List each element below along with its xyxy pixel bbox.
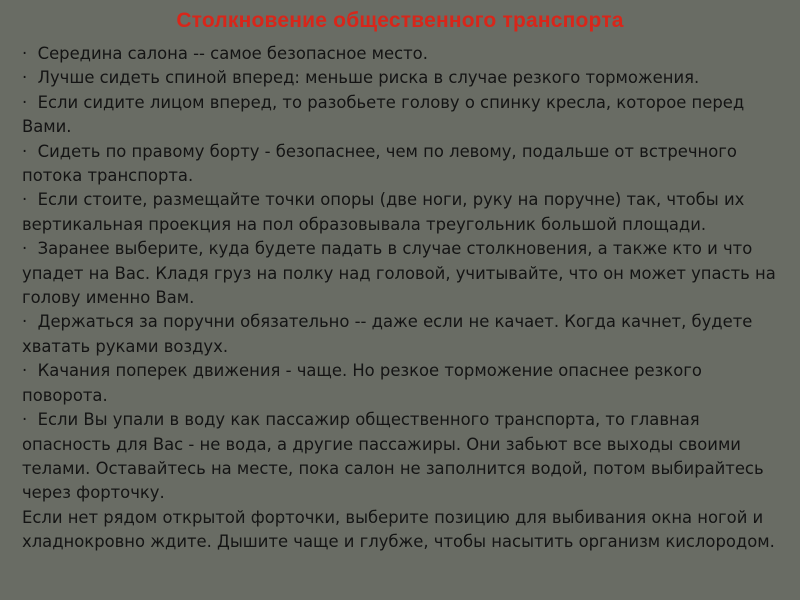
bullet-marker: · bbox=[22, 239, 28, 259]
bullet-marker: · bbox=[22, 361, 28, 381]
paragraph-text: Лучше сидеть спиной вперед: меньше риска в случае резкого торможения. bbox=[37, 68, 700, 88]
bullet-marker: · bbox=[22, 44, 28, 63]
paragraph-4 bbox=[22, 140, 784, 189]
bullet-marker: · bbox=[22, 312, 28, 332]
paragraph-text: Если сидите лицом вперед, то разобьете голову о спинку кресла, которое перед Вами. bbox=[22, 92, 750, 137]
paragraph-text: Сидеть по правому борту - безопаснее, чем по левому, подальше от встречного потока транспорта. bbox=[22, 141, 743, 186]
bullet-marker: · bbox=[22, 92, 28, 112]
slide-body bbox=[22, 42, 784, 555]
bullet-marker: · bbox=[22, 68, 28, 88]
paragraph-7 bbox=[22, 310, 784, 359]
paragraph-2 bbox=[22, 66, 784, 90]
paragraph-8 bbox=[22, 359, 784, 408]
paragraph-text: Держаться за поручни обязательно -- даже если не качает. Когда качнет, будете хватать руками воздух. bbox=[22, 312, 758, 356]
paragraph-text: Если стоите, размещайте точки опоры (две ноги, руку на поручне) так, чтобы их вертикальная проекция на пол образовывала треугольник большой площади. bbox=[22, 190, 750, 234]
paragraph-text: Если Вы упали в воду как пассажир общественного транспорта, то главная опасность для Вас - не вода, а другие пассажиры. Они забьют все выходы своими телами. Оставайтесь на месте, пока салон не заполнится водой, потом выбирайтесь через форточку. bbox=[22, 410, 769, 503]
paragraph-text: Заранее выберите, куда будете падать в случае столкновения, а также кто и что упадет на Вас. Кладя груз на полку над головой, учитывайте, что он может упасть на голову именно Вам. bbox=[22, 239, 781, 308]
paragraph-3 bbox=[22, 91, 784, 140]
paragraph-10 bbox=[22, 506, 784, 555]
bullet-marker: · bbox=[22, 141, 28, 161]
paragraph-text: Качания поперек движения - чаще. Но резкое торможение опаснее резкого поворота. bbox=[22, 361, 708, 405]
paragraph-text: Середина салона -- самое безопасное место. bbox=[37, 44, 428, 63]
paragraph-9 bbox=[22, 408, 784, 506]
paragraph-1 bbox=[22, 42, 784, 66]
paragraph-text: Если нет рядом открытой форточки, выберите позицию для выбивания окна ногой и хладнокровно ждите. Дышите чаще и глубже, чтобы насытить организм кислородом. bbox=[22, 507, 775, 552]
bullet-marker: · bbox=[22, 190, 28, 210]
paragraph-6 bbox=[22, 237, 784, 310]
bullet-marker: · bbox=[22, 410, 28, 430]
slide-title: Столкновение общественного транспорта bbox=[176, 9, 624, 32]
paragraph-5 bbox=[22, 188, 784, 237]
